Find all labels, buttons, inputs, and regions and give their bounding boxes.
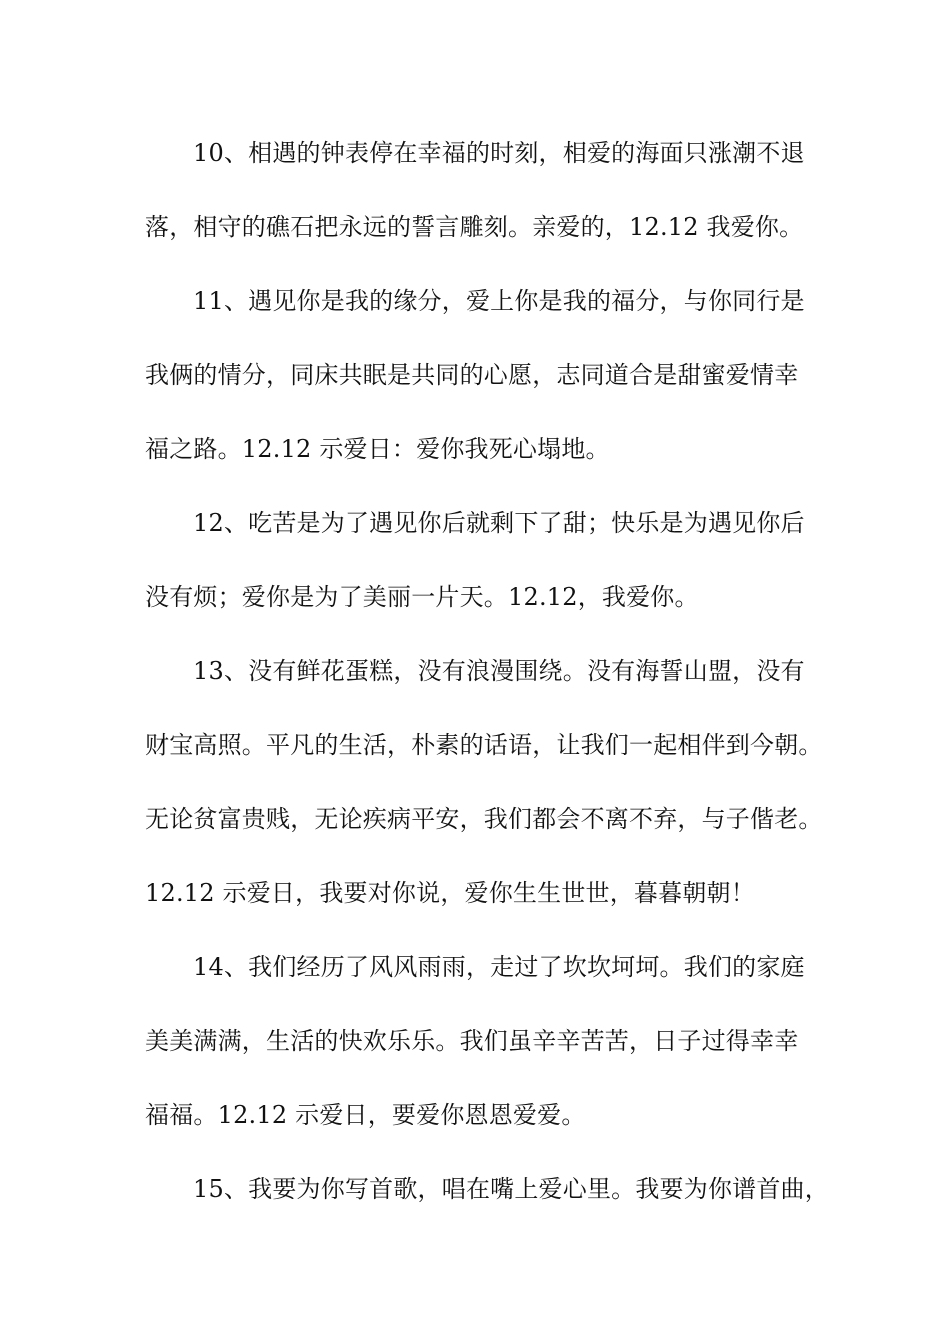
paragraph-14-line-1: 14、我们经历了风风雨雨，走过了坎坎坷坷。我们的家庭 [193, 953, 805, 981]
paragraph-12-line-1: 12、吃苦是为了遇见你后就剩下了甜；快乐是为遇见你后 [193, 509, 805, 537]
paragraph-13-line-1: 13、没有鲜花蛋糕，没有浪漫围绕。没有海誓山盟，没有 [193, 657, 805, 685]
paragraph-13-line-3: 无论贫富贵贱，无论疾病平安，我们都会不离不弃，与子偕老。 [145, 805, 823, 833]
paragraph-11-line-1: 11、遇见你是我的缘分，爱上你是我的福分，与你同行是 [193, 287, 805, 315]
paragraph-15-line-1: 15、我要为你写首歌，唱在嘴上爱心里。我要为你谱首曲， [193, 1175, 829, 1203]
paragraph-14-line-3: 福福。12.12 示爱日，要爱你恩恩爱爱。 [145, 1101, 586, 1129]
paragraph-10-line-2: 落，相守的礁石把永远的誓言雕刻。亲爱的，12.12 我爱你。 [145, 213, 804, 241]
paragraph-14-line-2: 美美满满，生活的快欢乐乐。我们虽辛辛苦苦，日子过得幸幸 [145, 1027, 799, 1055]
paragraph-10-line-1: 10、相遇的钟表停在幸福的时刻，相爱的海面只涨潮不退 [193, 139, 805, 167]
paragraph-13-line-4: 12.12 示爱日，我要对你说，爱你生生世世，暮暮朝朝！ [145, 879, 755, 907]
paragraph-11-line-2: 我俩的情分，同床共眠是共同的心愿，志同道合是甜蜜爱情幸 [145, 361, 799, 389]
paragraph-12-line-2: 没有烦；爱你是为了美丽一片天。12.12，我爱你。 [145, 583, 699, 611]
paragraph-11-line-3: 福之路。12.12 示爱日：爱你我死心塌地。 [145, 435, 610, 463]
paragraph-13-line-2: 财宝高照。平凡的生活，朴素的话语，让我们一起相伴到今朝。 [145, 731, 823, 759]
